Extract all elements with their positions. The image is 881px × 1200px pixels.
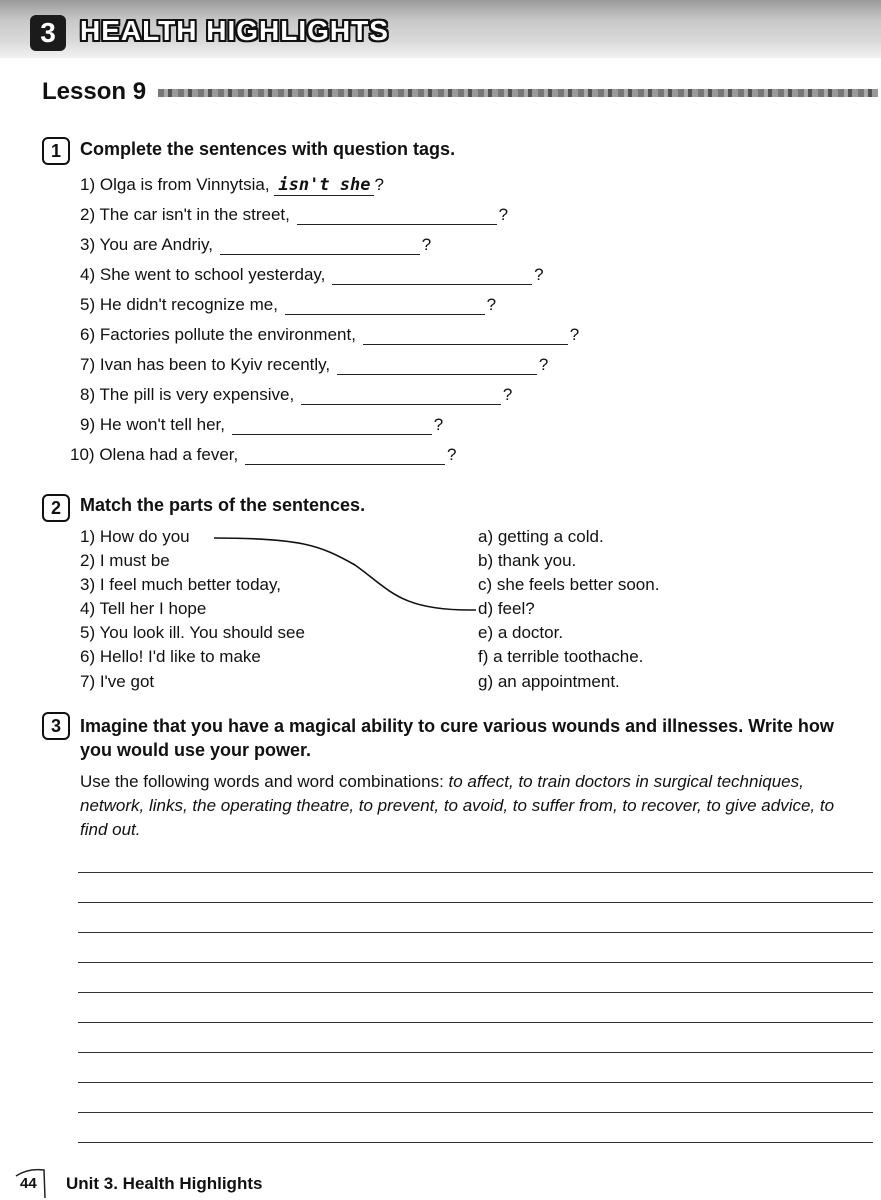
question-mark: ? (534, 265, 544, 284)
exercise-3-instructions (80, 770, 850, 842)
writing-line-1[interactable] (78, 872, 873, 873)
exercise-3-number: 3 (42, 712, 70, 740)
item-number: 5) (80, 295, 96, 314)
writing-line-3[interactable] (78, 932, 873, 933)
item-number: 7) (80, 355, 96, 374)
footer-unit-title: Unit 3. Health Highlights (66, 1174, 263, 1193)
exercise-3-title: Imagine that you have a magical ability to cure various wounds and illnesses. Write how you would use your power. (80, 716, 834, 760)
exercise-2-title: Match the parts of the sentences. (80, 495, 366, 515)
match-right-d: d) feel? (478, 599, 535, 618)
match-left-3: 3) I feel much better today, (80, 575, 281, 594)
match-right-e: e) a doctor. (478, 623, 564, 642)
unit-number: 3 (30, 15, 66, 51)
match-right-g: g) an appointment. (478, 672, 620, 691)
item-text: Factories pollute the environment, (99, 325, 356, 344)
question-mark: ? (486, 295, 497, 314)
writing-line-6[interactable] (78, 1022, 873, 1023)
item-number: 9) (80, 415, 96, 434)
item-number: 2) (80, 205, 96, 224)
writing-line-7[interactable] (78, 1052, 873, 1053)
match-left-4: 4) Tell her I hope (80, 599, 207, 618)
item-number: 6) (80, 325, 96, 344)
item-number: 3) (80, 235, 96, 254)
item-text: He won't tell her, (99, 415, 226, 434)
match-left-1: 1) How do you (80, 527, 190, 546)
item-text: You are Andriy, (99, 235, 213, 254)
writing-line-2[interactable] (78, 902, 873, 903)
match-right-f: f) a terrible toothache. (478, 647, 644, 666)
item-text: He didn't recognize me, (99, 295, 278, 314)
question-mark: ? (374, 175, 384, 194)
item-number: 8) (80, 385, 96, 404)
writing-line-4[interactable] (78, 962, 873, 963)
answer-field[interactable]: isn't she (274, 175, 374, 196)
instruction-words: to affect, to train doctors in surgical techniques, network, links, the operating theatre, to prevent, to avoid, to suffer from, to recover, to give advice, to find out. (80, 772, 835, 839)
question-mark: ? (446, 445, 457, 464)
page-number: 44 (20, 1175, 37, 1192)
instruction-lead: Use the following words and word combinations: (80, 772, 449, 791)
item-number: 4) (80, 265, 96, 284)
writing-line-8[interactable] (78, 1082, 873, 1083)
item-text: The pill is very expensive, (99, 385, 295, 404)
match-left-6: 6) Hello! I'd like to make (80, 647, 261, 666)
writing-line-10[interactable] (78, 1142, 873, 1143)
writing-line-5[interactable] (78, 992, 873, 993)
question-mark: ? (569, 325, 580, 344)
exercise-1-number: 1 (42, 137, 70, 165)
question-mark: ? (433, 415, 444, 434)
exercise-2-number: 2 (42, 494, 70, 522)
exercise-1-title: Complete the sentences with question tags. (80, 139, 456, 159)
question-mark: ? (421, 235, 432, 254)
writing-line-9[interactable] (78, 1112, 873, 1113)
lesson-title: Lesson 9 (42, 78, 147, 105)
item-text: Ivan has been to Kyiv recently, (99, 355, 331, 374)
match-left-2: 2) I must be (80, 551, 170, 570)
match-right-b: b) thank you. (478, 551, 577, 570)
match-right-a: a) getting a cold. (478, 527, 604, 546)
match-left-5: 5) You look ill. You should see (80, 623, 305, 642)
question-mark: ? (502, 385, 513, 404)
question-mark: ? (498, 205, 509, 224)
item-text: Olena had a fever, (99, 445, 239, 464)
item-number: 10) (70, 445, 95, 464)
item-text: She went to school yesterday, (99, 265, 326, 284)
match-left-7: 7) I've got (80, 672, 155, 691)
match-right-c: c) she feels better soon. (478, 575, 660, 594)
item-text: The car isn't in the street, (99, 205, 290, 224)
question-mark: ? (538, 355, 549, 374)
item-number: 1) (80, 175, 96, 194)
item-text: Olga is from Vinnytsia, (99, 175, 270, 194)
unit-title: HEALTH HIGHLIGHTS (80, 15, 389, 46)
page-corner-mark (14, 1166, 54, 1200)
